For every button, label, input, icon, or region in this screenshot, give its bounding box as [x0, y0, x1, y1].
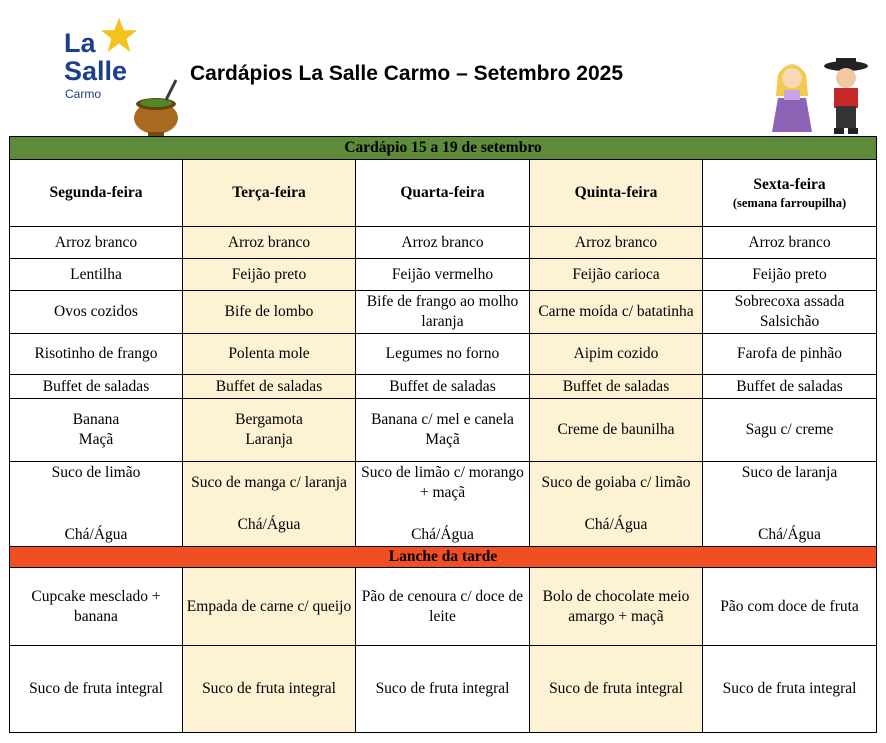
menu-cell: Buffet de saladas: [10, 375, 183, 399]
menu-cell: Polenta mole: [183, 334, 356, 375]
menu-cell: [356, 462, 530, 547]
day-header: [183, 160, 356, 227]
menu-cell: [10, 462, 183, 547]
menu-cell: Buffet de saladas: [703, 375, 877, 399]
week-label: Cardápio 15 a 19 de setembro: [10, 137, 877, 160]
day-header: [530, 160, 703, 227]
side-dish-row: [10, 334, 877, 375]
menu-cell: Buffet de saladas: [183, 375, 356, 399]
menu-cell: Risotinho de frango: [10, 334, 183, 375]
day-name: Terça-feira: [232, 184, 306, 201]
logo-la-text: La: [64, 28, 96, 58]
menu-cell: Ovos cozidos: [10, 291, 183, 334]
rice-row: [10, 227, 877, 259]
menu-cell: Suco de fruta integral: [530, 646, 703, 733]
menu-cell: Sobrecoxa assada Salsichão: [703, 291, 877, 334]
day-header: [703, 160, 877, 227]
tea-text: Chá/Água: [584, 516, 648, 533]
tea-text: Chá/Água: [411, 526, 474, 543]
star-icon: [100, 16, 138, 54]
menu-cell: Buffet de saladas: [530, 375, 703, 399]
menu-cell: Bergamota Laranja: [183, 399, 356, 462]
snack-row: [10, 568, 877, 646]
menu-cell: Arroz branco: [10, 227, 183, 259]
menu-cell: Banana Maçã: [10, 399, 183, 462]
menu-cell: [703, 462, 877, 547]
juice-text: Suco de limão: [51, 464, 141, 481]
juice-text: Suco de laranja: [741, 464, 838, 481]
drink-row: [10, 462, 877, 547]
menu-cell: Feijão vermelho: [356, 259, 530, 291]
afternoon-band-row: [10, 547, 877, 568]
day-note: (semana farroupilha): [732, 196, 847, 210]
menu-cell: Feijão preto: [703, 259, 877, 291]
menu-cell: Suco de fruta integral: [10, 646, 183, 733]
salad-row: [10, 375, 877, 399]
menu-cell: Legumes no forno: [356, 334, 530, 375]
menu-cell: Farofa de pinhão: [703, 334, 877, 375]
page-header: [0, 0, 886, 136]
menu-cell: Banana c/ mel e canela Maçã: [356, 399, 530, 462]
day-name: Segunda-feira: [49, 184, 143, 201]
cauldron-icon: [128, 78, 184, 136]
gaucho-kids-icon: [764, 56, 876, 136]
juice-text: Suco de goiaba c/ limão: [541, 474, 691, 491]
day-name: Quinta-feira: [574, 184, 658, 201]
tea-text: Chá/Água: [758, 526, 821, 543]
day-name: Quarta-feira: [400, 184, 485, 201]
tea-text: Chá/Água: [237, 516, 301, 533]
menu-cell: Feijão preto: [183, 259, 356, 291]
day-header-row: [10, 160, 877, 227]
day-header: [10, 160, 183, 227]
menu-cell: Arroz branco: [703, 227, 877, 259]
tea-text: Chá/Água: [64, 526, 128, 543]
menu-cell: Lentilha: [10, 259, 183, 291]
menu-cell: Arroz branco: [356, 227, 530, 259]
menu-cell: Feijão carioca: [530, 259, 703, 291]
beans-row: [10, 259, 877, 291]
menu-cell: [530, 462, 703, 547]
menu-table: [9, 136, 877, 733]
snack-juice-row: [10, 646, 877, 733]
menu-cell: Arroz branco: [183, 227, 356, 259]
juice-text: Suco de manga c/ laranja: [191, 474, 347, 491]
menu-cell: Pão com doce de fruta: [703, 568, 877, 646]
menu-cell: Creme de baunilha: [530, 399, 703, 462]
week-band-row: [10, 137, 877, 160]
menu-cell: Bife de lombo: [183, 291, 356, 334]
menu-cell: Suco de fruta integral: [703, 646, 877, 733]
logo-salle-text: Salle: [64, 56, 128, 86]
menu-cell: Bolo de chocolate meio amargo + maçã: [530, 568, 703, 646]
menu-cell: Arroz branco: [530, 227, 703, 259]
juice-text: Suco de limão c/ morango + maçã: [361, 464, 524, 501]
menu-cell: Suco de fruta integral: [356, 646, 530, 733]
menu-cell: Sagu c/ creme: [703, 399, 877, 462]
dessert-row: [10, 399, 877, 462]
menu-cell: Cupcake mesclado + banana: [10, 568, 183, 646]
menu-cell: Carne moída c/ batatinha: [530, 291, 703, 334]
day-name: Sexta-feira: [753, 176, 826, 193]
menu-cell: [183, 462, 356, 547]
menu-cell: Bife de frango ao molho laranja: [356, 291, 530, 334]
menu-cell: Aipim cozido: [530, 334, 703, 375]
menu-cell: Suco de fruta integral: [183, 646, 356, 733]
afternoon-label: Lanche da tarde: [10, 547, 877, 568]
page-title: Cardápios La Salle Carmo – Setembro 2025: [190, 62, 624, 85]
menu-cell: Empada de carne c/ queijo: [183, 568, 356, 646]
main-dish-row: [10, 291, 877, 334]
day-header: [356, 160, 530, 227]
menu-cell: Buffet de saladas: [356, 375, 530, 399]
logo-carmo-text: Carmo: [65, 87, 102, 101]
menu-cell: Pão de cenoura c/ doce de leite: [356, 568, 530, 646]
